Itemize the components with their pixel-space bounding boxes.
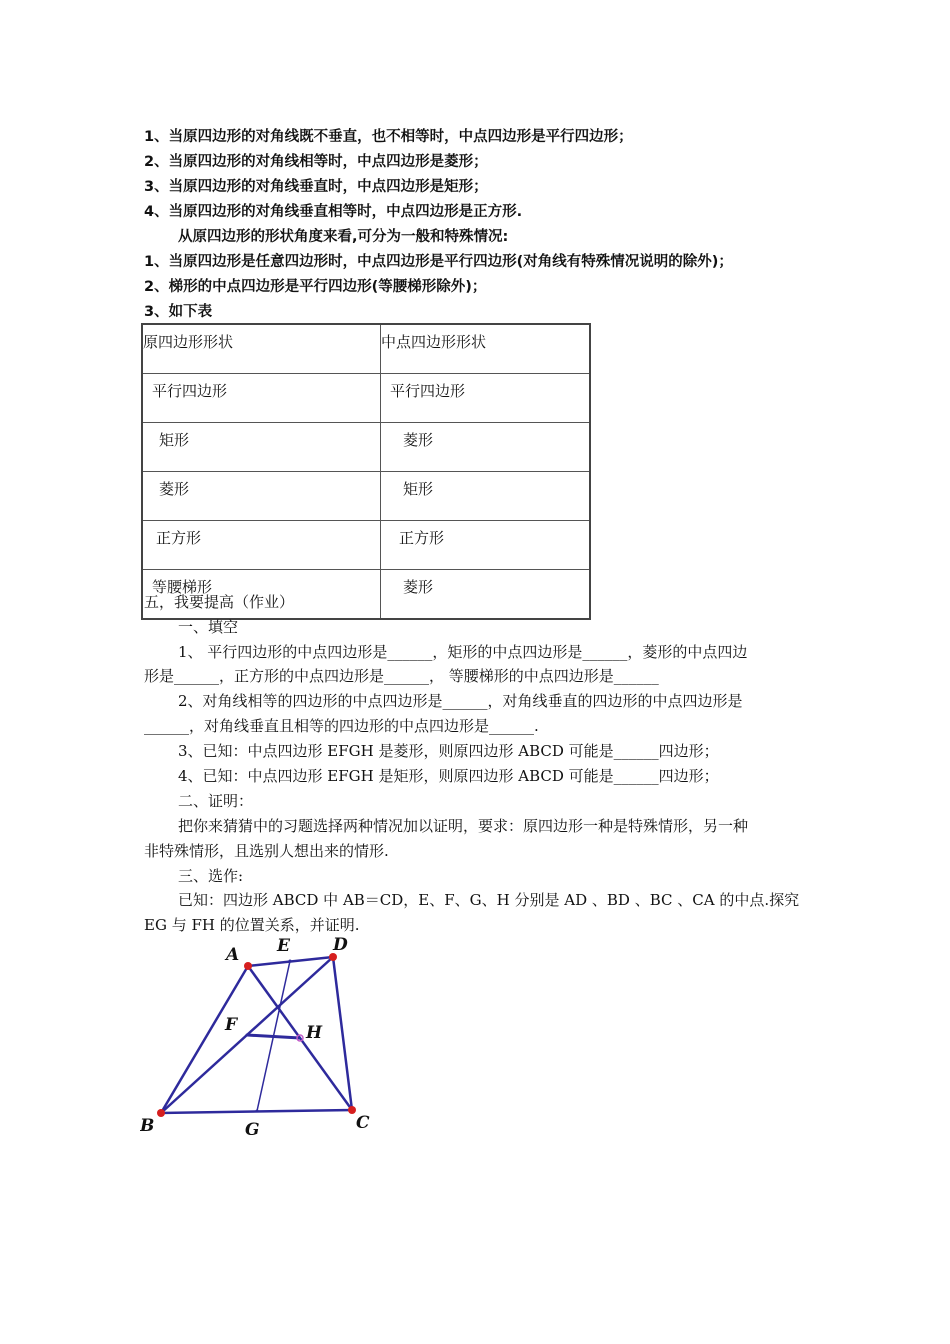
optional-line-1: 已知：四边形 ABCD 中 AB＝CD，E、F、G、H 分别是 AD 、BD 、BC 、CA 的中点.探究 bbox=[178, 891, 800, 909]
label-g: G bbox=[245, 1120, 260, 1140]
shape-line-1: 1、当原四边形是任意四边形时，中点四边形是平行四边形(对角线有特殊情况说明的除外)； bbox=[144, 254, 733, 270]
figure-edges bbox=[161, 957, 352, 1113]
table-row bbox=[142, 423, 590, 472]
proof-line-1: 把你来猜猜中的习题选择两种情况加以证明，要求：原四边形一种是特殊情形，另一种 bbox=[178, 817, 749, 835]
table-cell: 矩形 bbox=[142, 423, 381, 472]
table-row bbox=[142, 521, 590, 570]
summary-line-4: 4、当原四边形的对角线垂直相等时，中点四边形是正方形. bbox=[144, 204, 523, 220]
header-midpoint: 中点四边形形状 bbox=[381, 324, 591, 374]
quadrilateral-figure bbox=[140, 935, 385, 1140]
header-original: 原四边形形状 bbox=[142, 324, 381, 374]
summary-line-2: 2、当原四边形的对角线相等时，中点四边形是菱形； bbox=[144, 154, 488, 170]
proof-line-2: 非特殊情形，且选别人想出来的情形. bbox=[144, 842, 389, 860]
question-2-line-2: ______，对角线垂直且相等的四边形的中点四边形是______. bbox=[144, 717, 539, 735]
table-row bbox=[142, 374, 590, 423]
question-1-line-2: 形是______，正方形的中点四边形是______， 等腰梯形的中点四边形是______ bbox=[144, 667, 659, 685]
label-h: H bbox=[306, 1023, 323, 1043]
label-f: F bbox=[225, 1015, 238, 1035]
summary-line-1: 1、当原四边形的对角线既不垂直，也不相等时，中点四边形是平行四边形； bbox=[144, 129, 633, 145]
homework-title: 五，我要提高（作业） bbox=[144, 593, 295, 611]
question-4: 4、已知：中点四边形 EFGH 是矩形，则原四边形 ABCD 可能是______四边形； bbox=[178, 767, 719, 785]
fill-title: 一、填空 bbox=[178, 618, 239, 636]
vertex-b bbox=[157, 1109, 165, 1117]
table-cell: 等腰梯形 bbox=[142, 570, 381, 620]
point-e bbox=[289, 960, 292, 963]
table-cell: 矩形 bbox=[381, 472, 591, 521]
question-1-line-1: 1、 平行四边形的中点四边形是______，矩形的中点四边形是______，菱形的中点四边 bbox=[178, 643, 748, 661]
table-cell: 菱形 bbox=[142, 472, 381, 521]
proof-title: 二、证明： bbox=[178, 792, 254, 810]
optional-title: 三、选作: bbox=[178, 867, 244, 885]
label-c: C bbox=[356, 1113, 370, 1133]
table-cell: 平行四边形 bbox=[381, 374, 591, 423]
point-f bbox=[246, 1034, 249, 1037]
shape-line-2: 2、梯形的中点四边形是平行四边形(等腰梯形除外)； bbox=[144, 279, 487, 295]
segment-fh bbox=[247, 1035, 300, 1038]
table-row bbox=[142, 472, 590, 521]
comparison-table bbox=[141, 323, 591, 620]
table-cell: 平行四边形 bbox=[142, 374, 381, 423]
table-cell: 正方形 bbox=[142, 521, 381, 570]
question-2-line-1: 2、对角线相等的四边形的中点四边形是______，对角线垂直的四边形的中点四边形是 bbox=[178, 692, 743, 710]
table-cell: 菱形 bbox=[381, 570, 591, 620]
vertex-a bbox=[244, 962, 252, 970]
point-g bbox=[256, 1110, 259, 1113]
table-cell: 菱形 bbox=[381, 423, 591, 472]
vertex-c bbox=[348, 1106, 356, 1114]
label-b: B bbox=[140, 1116, 155, 1136]
label-e: E bbox=[277, 936, 290, 956]
shape-intro: 从原四边形的形状角度来看,可分为一般和特殊情况: bbox=[178, 229, 509, 245]
optional-line-2: EG 与 FH 的位置关系，并证明. bbox=[144, 916, 360, 934]
table-header-row bbox=[142, 324, 590, 374]
table-cell: 正方形 bbox=[381, 521, 591, 570]
label-d: D bbox=[333, 935, 348, 955]
label-a: A bbox=[226, 945, 240, 965]
table-intro: 3、如下表 bbox=[144, 304, 213, 320]
summary-line-3: 3、当原四边形的对角线垂直时，中点四边形是矩形； bbox=[144, 179, 488, 195]
question-3: 3、已知：中点四边形 EFGH 是菱形，则原四边形 ABCD 可能是______四边形； bbox=[178, 742, 719, 760]
